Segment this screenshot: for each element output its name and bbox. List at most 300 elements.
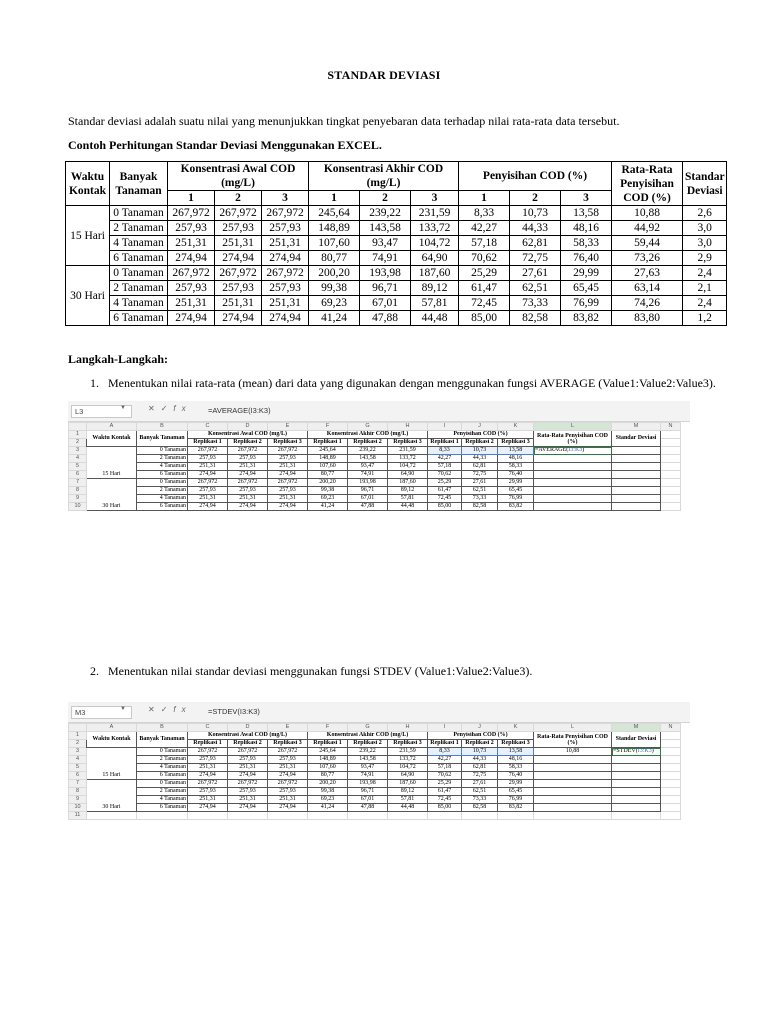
cell-penyisihan[interactable]: 70,62 [428, 772, 462, 780]
cell-awal[interactable]: 257,93 [188, 788, 228, 796]
cell-standar-deviasi-value[interactable] [612, 764, 661, 772]
column-header[interactable]: J [462, 724, 498, 732]
active-cell-formula[interactable] [612, 748, 661, 756]
cell-rata-rata-value[interactable]: 10,88 [534, 748, 612, 756]
cell-rata-rata-value[interactable] [534, 764, 612, 772]
cell-rata-rata[interactable]: Rata-Rata Penyisihan COD (%) [534, 732, 612, 748]
cell-penyisihan[interactable]: 29,99 [498, 479, 534, 487]
cell-akhir[interactable]: 148,89 [308, 455, 348, 463]
column-header[interactable]: I [428, 423, 462, 431]
cell-rata-rata-value[interactable] [534, 463, 612, 471]
cell-rata-rata-value[interactable] [534, 455, 612, 463]
cell-awal[interactable]: 274,94 [228, 471, 268, 479]
column-header[interactable]: A [87, 423, 137, 431]
cell-penyisihan[interactable]: Penyisihan COD (%) [428, 431, 534, 439]
cell-standar-deviasi-value[interactable] [612, 487, 661, 495]
cell-penyisihan[interactable]: 25,29 [428, 780, 462, 788]
cell-awal[interactable]: 274,94 [268, 804, 308, 812]
cell-replikasi[interactable]: Replikasi 3 [268, 439, 308, 447]
empty-cell[interactable] [534, 812, 612, 820]
column-header[interactable]: I [428, 724, 462, 732]
column-header[interactable]: B [137, 724, 188, 732]
cell-penyisihan[interactable]: 10,73 [462, 748, 498, 756]
empty-cell[interactable] [308, 812, 348, 820]
cell-akhir[interactable]: 57,81 [388, 796, 428, 804]
cell-waktu[interactable] [87, 764, 137, 772]
empty-cell[interactable] [348, 812, 388, 820]
cell-rata-rata-value[interactable] [534, 796, 612, 804]
cell-awal[interactable]: 267,972 [228, 748, 268, 756]
column-header[interactable]: N [661, 423, 681, 431]
fx-icon[interactable]: fx [173, 404, 192, 413]
cell-akhir[interactable]: 107,60 [308, 463, 348, 471]
cell-awal[interactable]: 251,31 [188, 796, 228, 804]
cell-standar-deviasi-value[interactable] [612, 503, 661, 511]
check-icon[interactable]: ✓ [160, 705, 174, 714]
cell-awal[interactable]: 267,972 [188, 479, 228, 487]
cell-awal[interactable]: 267,972 [188, 780, 228, 788]
cell-penyisihan[interactable]: 73,33 [462, 495, 498, 503]
cell-penyisihan[interactable]: 76,40 [498, 471, 534, 479]
cell-waktu[interactable] [87, 447, 137, 455]
column-header[interactable]: H [388, 423, 428, 431]
empty-cell[interactable] [661, 463, 681, 471]
row-number[interactable]: 8 [69, 788, 87, 796]
cell-awal[interactable]: 274,94 [228, 804, 268, 812]
empty-cell[interactable] [661, 439, 681, 447]
cell-standar-deviasi-value[interactable] [612, 788, 661, 796]
empty-cell[interactable] [388, 812, 428, 820]
cell-awal[interactable]: 251,31 [188, 495, 228, 503]
cell-waktu-kontak[interactable]: Waktu Kontak [87, 431, 137, 447]
empty-cell[interactable] [661, 732, 681, 740]
cell-penyisihan[interactable]: 85,00 [428, 804, 462, 812]
cell-banyak[interactable]: 2 Tanaman [137, 455, 188, 463]
empty-cell[interactable] [228, 812, 268, 820]
column-header[interactable]: G [348, 724, 388, 732]
empty-cell[interactable] [661, 471, 681, 479]
cell-rata-rata-value[interactable] [534, 479, 612, 487]
row-number[interactable]: 2 [69, 439, 87, 447]
cell-awal[interactable]: 251,31 [188, 764, 228, 772]
cell-akhir[interactable]: 99,38 [308, 487, 348, 495]
cell-awal[interactable]: 267,972 [228, 447, 268, 455]
cell-awal[interactable]: 257,93 [188, 487, 228, 495]
cell-awal[interactable]: 251,31 [268, 764, 308, 772]
cell-rata-rata-value[interactable] [534, 772, 612, 780]
row-number[interactable]: 4 [69, 455, 87, 463]
cell-akhir[interactable]: 133,72 [388, 756, 428, 764]
cell-replikasi[interactable]: Replikasi 2 [462, 439, 498, 447]
cell-awal[interactable]: 251,31 [228, 764, 268, 772]
cell-akhir[interactable]: 96,71 [348, 487, 388, 495]
cell-akhir[interactable]: 89,12 [388, 487, 428, 495]
cell-awal[interactable]: 267,972 [268, 780, 308, 788]
cell-awal[interactable]: 267,972 [268, 479, 308, 487]
cell-awal[interactable]: 274,94 [268, 503, 308, 511]
column-header[interactable]: F [308, 724, 348, 732]
cell-akhir[interactable]: 64,90 [388, 772, 428, 780]
cell-penyisihan[interactable]: 58,33 [498, 764, 534, 772]
cell-akhir[interactable]: 74,91 [348, 471, 388, 479]
column-header[interactable]: G [348, 423, 388, 431]
cell-penyisihan[interactable]: 76,40 [498, 772, 534, 780]
row-number[interactable]: 3 [69, 748, 87, 756]
empty-cell[interactable] [612, 812, 661, 820]
cell-awal[interactable]: 251,31 [188, 463, 228, 471]
cell-replikasi[interactable]: Replikasi 1 [428, 740, 462, 748]
cell-replikasi[interactable]: Replikasi 1 [308, 740, 348, 748]
cell-replikasi[interactable]: Replikasi 3 [268, 740, 308, 748]
cell-replikasi[interactable]: Replikasi 1 [188, 439, 228, 447]
cell-waktu[interactable] [87, 748, 137, 756]
cell-rata-rata-value[interactable] [534, 495, 612, 503]
cell-akhir[interactable]: 148,89 [308, 756, 348, 764]
cell-awal[interactable]: 267,972 [228, 780, 268, 788]
cell-akhir[interactable]: 193,98 [348, 780, 388, 788]
cell-replikasi[interactable]: Replikasi 3 [388, 439, 428, 447]
cell-penyisihan[interactable]: 82,58 [462, 804, 498, 812]
cell-penyisihan[interactable]: 62,81 [462, 463, 498, 471]
cell-banyak[interactable]: 0 Tanaman [137, 780, 188, 788]
cell-awal[interactable]: 274,94 [188, 804, 228, 812]
column-header[interactable]: E [268, 423, 308, 431]
cell-standar-deviasi-value[interactable] [612, 479, 661, 487]
cell-banyak[interactable]: 4 Tanaman [137, 764, 188, 772]
cell-akhir[interactable]: 67,01 [348, 495, 388, 503]
cell-penyisihan[interactable]: Penyisihan COD (%) [428, 732, 534, 740]
cell-penyisihan[interactable]: 70,62 [428, 471, 462, 479]
cell-penyisihan[interactable]: 61,47 [428, 788, 462, 796]
cell-awal[interactable]: 274,94 [188, 772, 228, 780]
cell-awal[interactable]: 274,94 [188, 503, 228, 511]
cell-penyisihan[interactable]: 83,82 [498, 804, 534, 812]
cell-banyak[interactable]: 0 Tanaman [137, 447, 188, 455]
cell-penyisihan[interactable]: 44,33 [462, 756, 498, 764]
cell-penyisihan[interactable]: 76,99 [498, 796, 534, 804]
active-cell-formula[interactable] [534, 447, 612, 455]
cell-penyisihan[interactable]: 42,27 [428, 455, 462, 463]
cell-akhir[interactable]: 47,88 [348, 804, 388, 812]
cell-akhir[interactable]: 239,22 [348, 748, 388, 756]
cell-penyisihan[interactable]: 82,58 [462, 503, 498, 511]
cell-banyak[interactable]: 2 Tanaman [137, 487, 188, 495]
column-header[interactable]: C [188, 423, 228, 431]
cell-banyak[interactable]: 0 Tanaman [137, 748, 188, 756]
row-number[interactable]: 3 [69, 447, 87, 455]
cell-waktu-kontak[interactable]: Waktu Kontak [87, 732, 137, 748]
cell-akhir[interactable]: 74,91 [348, 772, 388, 780]
cell-akhir[interactable]: 143,58 [348, 756, 388, 764]
column-header[interactable]: H [388, 724, 428, 732]
cell-banyak[interactable]: 6 Tanaman [137, 471, 188, 479]
cell-rata-rata-value[interactable] [534, 788, 612, 796]
cell-waktu[interactable]: 30 Hari [87, 503, 137, 511]
cell-penyisihan[interactable]: 61,47 [428, 487, 462, 495]
column-header[interactable]: M [612, 423, 661, 431]
cell-awal[interactable]: 257,93 [228, 487, 268, 495]
cell-penyisihan[interactable]: 25,29 [428, 479, 462, 487]
cell-awal[interactable]: 267,972 [188, 748, 228, 756]
cell-banyak[interactable]: 6 Tanaman [137, 804, 188, 812]
cell-akhir[interactable]: 231,59 [388, 748, 428, 756]
cell-akhir[interactable]: 200,20 [308, 479, 348, 487]
name-box[interactable]: M3 [71, 706, 132, 719]
row-number[interactable]: 10 [69, 804, 87, 812]
cell-awal[interactable]: 274,94 [268, 471, 308, 479]
cell-akhir[interactable]: 107,60 [308, 764, 348, 772]
empty-cell[interactable] [661, 748, 681, 756]
cell-akhir[interactable]: 80,77 [308, 471, 348, 479]
column-header[interactable]: F [308, 423, 348, 431]
cell-awal[interactable]: 251,31 [268, 495, 308, 503]
cell-penyisihan[interactable]: 13,58 [498, 447, 534, 455]
cell-replikasi[interactable]: Replikasi 2 [228, 740, 268, 748]
cell-standar-deviasi-value[interactable] [612, 447, 661, 455]
empty-cell[interactable] [661, 431, 681, 439]
cell-awal[interactable]: 251,31 [268, 796, 308, 804]
column-header[interactable]: D [228, 423, 268, 431]
cell-penyisihan[interactable]: 8,33 [428, 748, 462, 756]
cell-akhir[interactable]: 96,71 [348, 788, 388, 796]
cell-banyak[interactable]: 4 Tanaman [137, 796, 188, 804]
cell-banyak[interactable]: 4 Tanaman [137, 463, 188, 471]
cell-akhir[interactable]: 64,90 [388, 471, 428, 479]
empty-cell[interactable] [661, 772, 681, 780]
cell-akhir[interactable]: 41,24 [308, 503, 348, 511]
cell-waktu[interactable] [87, 463, 137, 471]
cell-akhir[interactable]: 67,01 [348, 796, 388, 804]
cell-penyisihan[interactable]: 57,18 [428, 764, 462, 772]
cell-penyisihan[interactable]: 10,73 [462, 447, 498, 455]
column-header[interactable]: J [462, 423, 498, 431]
formula-input[interactable]: =AVERAGE(I3:K3) [208, 406, 271, 415]
cell-rata-rata-value[interactable] [534, 471, 612, 479]
cell-standar-deviasi-value[interactable] [612, 756, 661, 764]
cell-awal[interactable]: 257,93 [228, 788, 268, 796]
cell-replikasi[interactable]: Replikasi 3 [388, 740, 428, 748]
cell-waktu[interactable] [87, 479, 137, 487]
cell-awal[interactable]: 257,93 [268, 487, 308, 495]
cell-banyak[interactable]: 2 Tanaman [137, 788, 188, 796]
cell-awal[interactable]: 274,94 [268, 772, 308, 780]
cell-akhir[interactable]: 143,58 [348, 455, 388, 463]
cell-rata-rata[interactable]: Rata-Rata Penyisihan COD (%) [534, 431, 612, 447]
cell-waktu[interactable] [87, 487, 137, 495]
chevron-down-icon[interactable]: ▼ [120, 405, 126, 411]
cell-awal[interactable]: 267,972 [268, 748, 308, 756]
fx-icon[interactable]: fx [173, 705, 192, 714]
cell-penyisihan[interactable]: 72,45 [428, 495, 462, 503]
name-box[interactable]: L3 [71, 405, 132, 418]
cell-akhir[interactable]: 104,72 [388, 764, 428, 772]
row-number[interactable]: 11 [69, 812, 87, 820]
cell-penyisihan[interactable]: 48,16 [498, 756, 534, 764]
cell-standar-deviasi-value[interactable] [612, 463, 661, 471]
cell-awal[interactable]: 267,972 [188, 447, 228, 455]
row-number[interactable]: 4 [69, 756, 87, 764]
cell-akhir[interactable]: 187,60 [388, 479, 428, 487]
cell-penyisihan[interactable]: 58,33 [498, 463, 534, 471]
cell-konsentrasi-akhir[interactable]: Konsentrasi Akhir COD (mg/L) [308, 431, 428, 439]
cell-penyisihan[interactable]: 62,51 [462, 487, 498, 495]
cell-penyisihan[interactable]: 85,00 [428, 503, 462, 511]
cell-standar-deviasi[interactable]: Standar Deviasi [612, 431, 661, 447]
cell-banyak[interactable]: 4 Tanaman [137, 495, 188, 503]
empty-cell[interactable] [462, 812, 498, 820]
cell-akhir[interactable]: 44,48 [388, 804, 428, 812]
cell-penyisihan[interactable]: 72,75 [462, 772, 498, 780]
cell-replikasi[interactable]: Replikasi 1 [188, 740, 228, 748]
cell-replikasi[interactable]: Replikasi 1 [308, 439, 348, 447]
cell-akhir[interactable]: 69,23 [308, 495, 348, 503]
cell-banyak-tanaman[interactable]: Banyak Tanaman [137, 431, 188, 447]
empty-cell[interactable] [661, 780, 681, 788]
cell-waktu[interactable]: 30 Hari [87, 804, 137, 812]
cell-standar-deviasi-value[interactable] [612, 772, 661, 780]
empty-cell[interactable] [137, 812, 188, 820]
cell-banyak[interactable]: 0 Tanaman [137, 479, 188, 487]
column-header[interactable]: E [268, 724, 308, 732]
cell-banyak[interactable]: 2 Tanaman [137, 756, 188, 764]
row-number[interactable]: 7 [69, 479, 87, 487]
empty-cell[interactable] [661, 796, 681, 804]
cell-banyak[interactable]: 6 Tanaman [137, 772, 188, 780]
formula-input[interactable]: =STDEV(I3:K3) [208, 707, 260, 716]
cell-akhir[interactable]: 44,48 [388, 503, 428, 511]
cell-awal[interactable]: 257,93 [268, 455, 308, 463]
row-number[interactable]: 8 [69, 487, 87, 495]
cell-standar-deviasi-value[interactable] [612, 804, 661, 812]
cell-akhir[interactable]: 193,98 [348, 479, 388, 487]
cell-standar-deviasi-value[interactable] [612, 780, 661, 788]
column-header[interactable]: B [137, 423, 188, 431]
row-number[interactable]: 6 [69, 772, 87, 780]
cell-akhir[interactable]: 41,24 [308, 804, 348, 812]
cell-replikasi[interactable]: Replikasi 2 [348, 439, 388, 447]
cancel-icon[interactable]: ✕ [148, 404, 161, 413]
cell-penyisihan[interactable]: 57,18 [428, 463, 462, 471]
cell-awal[interactable]: 251,31 [228, 495, 268, 503]
row-number[interactable]: 10 [69, 503, 87, 511]
cancel-icon[interactable]: ✕ [148, 705, 161, 714]
cell-waktu[interactable] [87, 780, 137, 788]
cell-awal[interactable]: 267,972 [228, 479, 268, 487]
empty-cell[interactable] [661, 495, 681, 503]
cell-awal[interactable]: 257,93 [188, 756, 228, 764]
cell-awal[interactable]: 251,31 [228, 463, 268, 471]
cell-akhir[interactable]: 245,64 [308, 748, 348, 756]
cell-penyisihan[interactable]: 42,27 [428, 756, 462, 764]
cell-akhir[interactable]: 239,22 [348, 447, 388, 455]
cell-waktu[interactable] [87, 796, 137, 804]
column-header[interactable]: L [534, 724, 612, 732]
cell-penyisihan[interactable]: 65,45 [498, 487, 534, 495]
cell-akhir[interactable]: 133,72 [388, 455, 428, 463]
cell-replikasi[interactable]: Replikasi 2 [462, 740, 498, 748]
cell-konsentrasi-awal[interactable]: Konsentrasi Awal COD (mg/L) [188, 431, 308, 439]
cell-rata-rata-value[interactable] [534, 487, 612, 495]
cell-akhir[interactable]: 47,88 [348, 503, 388, 511]
row-number[interactable]: 5 [69, 463, 87, 471]
empty-cell[interactable] [661, 503, 681, 511]
empty-cell[interactable] [661, 764, 681, 772]
cell-akhir[interactable]: 99,38 [308, 788, 348, 796]
empty-cell[interactable] [661, 812, 681, 820]
chevron-down-icon[interactable]: ▼ [120, 706, 126, 712]
empty-cell[interactable] [188, 812, 228, 820]
check-icon[interactable]: ✓ [160, 404, 174, 413]
column-header[interactable]: C [188, 724, 228, 732]
cell-rata-rata-value[interactable] [534, 756, 612, 764]
cell-penyisihan[interactable]: 76,99 [498, 495, 534, 503]
cell-replikasi[interactable]: Replikasi 3 [498, 740, 534, 748]
cell-rata-rata-value[interactable] [534, 780, 612, 788]
cell-akhir[interactable]: 231,59 [388, 447, 428, 455]
column-header[interactable]: N [661, 724, 681, 732]
cell-standar-deviasi[interactable]: Standar Deviasi [612, 732, 661, 748]
cell-penyisihan[interactable]: 72,75 [462, 471, 498, 479]
cell-replikasi[interactable]: Replikasi 3 [498, 439, 534, 447]
cell-konsentrasi-awal[interactable]: Konsentrasi Awal COD (mg/L) [188, 732, 308, 740]
column-header[interactable]: D [228, 724, 268, 732]
cell-awal[interactable]: 274,94 [188, 471, 228, 479]
cell-awal[interactable]: 257,93 [268, 756, 308, 764]
cell-akhir[interactable]: 104,72 [388, 463, 428, 471]
cell-konsentrasi-akhir[interactable]: Konsentrasi Akhir COD (mg/L) [308, 732, 428, 740]
cell-awal[interactable]: 257,93 [188, 455, 228, 463]
empty-cell[interactable] [498, 812, 534, 820]
cell-awal[interactable]: 257,93 [228, 455, 268, 463]
cell-waktu[interactable] [87, 756, 137, 764]
cell-banyak-tanaman[interactable]: Banyak Tanaman [137, 732, 188, 748]
empty-cell[interactable] [661, 447, 681, 455]
cell-akhir[interactable]: 89,12 [388, 788, 428, 796]
cell-waktu[interactable] [87, 788, 137, 796]
cell-waktu[interactable] [87, 455, 137, 463]
cell-replikasi[interactable]: Replikasi 1 [428, 439, 462, 447]
cell-waktu[interactable]: 15 Hari [87, 772, 137, 780]
cell-akhir[interactable]: 187,60 [388, 780, 428, 788]
empty-cell[interactable] [661, 788, 681, 796]
cell-penyisihan[interactable]: 72,45 [428, 796, 462, 804]
cell-awal[interactable]: 251,31 [268, 463, 308, 471]
empty-cell[interactable] [661, 479, 681, 487]
cell-awal[interactable]: 257,93 [228, 756, 268, 764]
cell-waktu[interactable]: 15 Hari [87, 471, 137, 479]
cell-penyisihan[interactable]: 62,81 [462, 764, 498, 772]
cell-rata-rata-value[interactable] [534, 804, 612, 812]
cell-penyisihan[interactable]: 13,58 [498, 748, 534, 756]
cell-penyisihan[interactable]: 48,16 [498, 455, 534, 463]
cell-akhir[interactable]: 93,47 [348, 463, 388, 471]
empty-cell[interactable] [268, 812, 308, 820]
empty-cell[interactable] [661, 756, 681, 764]
cell-standar-deviasi-value[interactable] [612, 471, 661, 479]
cell-akhir[interactable]: 245,64 [308, 447, 348, 455]
cell-waktu[interactable] [87, 495, 137, 503]
cell-akhir[interactable]: 57,81 [388, 495, 428, 503]
column-header[interactable]: A [87, 724, 137, 732]
cell-banyak[interactable]: 6 Tanaman [137, 503, 188, 511]
cell-replikasi[interactable]: Replikasi 2 [228, 439, 268, 447]
cell-standar-deviasi-value[interactable] [612, 455, 661, 463]
row-number[interactable]: 1 [69, 732, 87, 740]
cell-rata-rata-value[interactable] [534, 503, 612, 511]
empty-cell[interactable] [661, 740, 681, 748]
empty-cell[interactable] [661, 804, 681, 812]
column-header[interactable]: M [612, 724, 661, 732]
